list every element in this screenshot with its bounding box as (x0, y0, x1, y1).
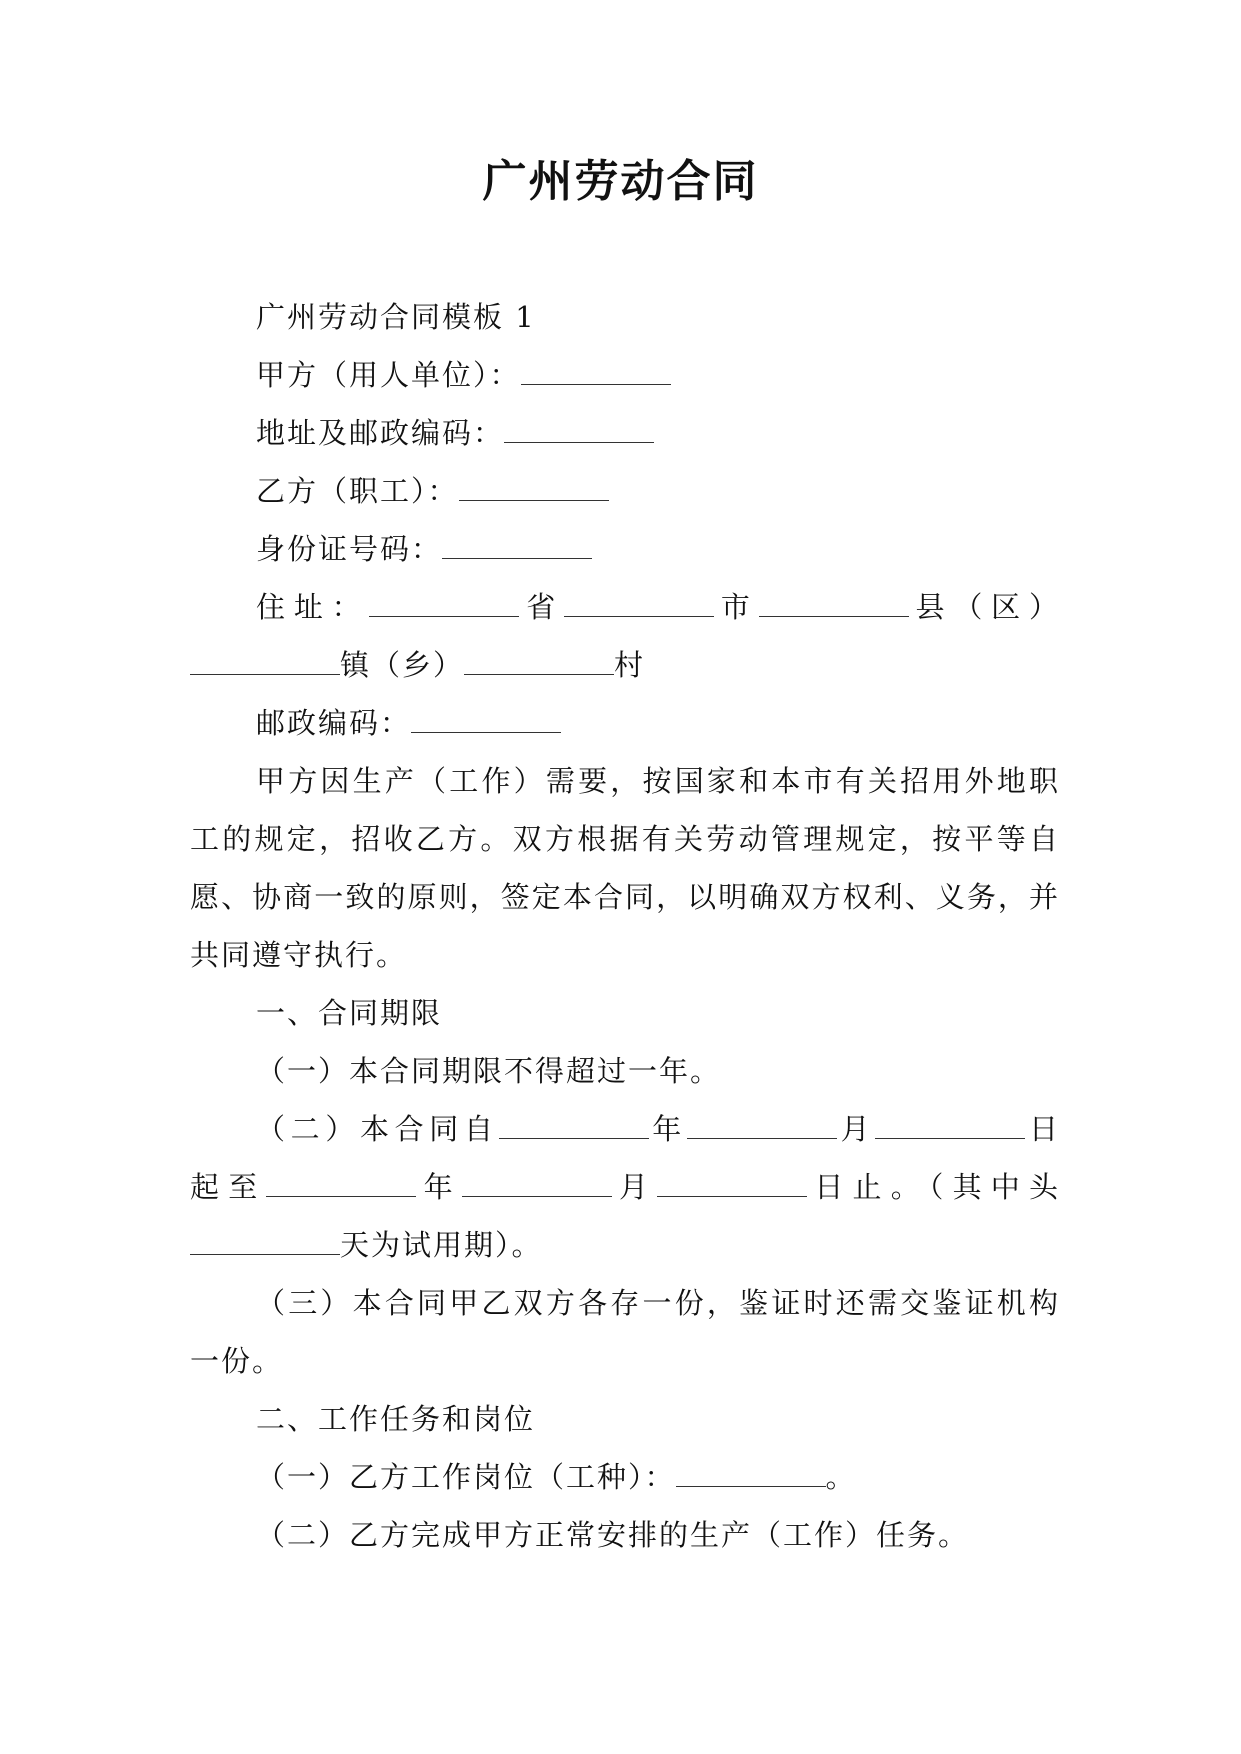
address-blank (504, 418, 654, 443)
document-subtitle: 广州劳动合同模板 1 (256, 300, 536, 334)
section2-item1-end: 。 (825, 1460, 857, 1494)
section1-item1: （一）本合同期限不得超过一年。 (256, 1054, 722, 1088)
address-line (190, 404, 1060, 462)
end-month-label: 月 (611, 1170, 658, 1204)
end-day-blank (657, 1172, 807, 1197)
province-blank (369, 592, 519, 617)
start-day-blank (875, 1114, 1025, 1139)
residence-label: 住址： (256, 590, 370, 624)
section2-item2: （二）乙方完成甲方正常安排的生产（工作）任务。 (256, 1518, 970, 1552)
section2-item1-label: （一）乙方工作岗位（工种）： (256, 1460, 676, 1494)
county-label: 县（区） (908, 590, 1060, 624)
start-year-label: 年 (648, 1112, 687, 1146)
job-position-blank (676, 1462, 826, 1487)
end-label: 日止。（其中头 (807, 1170, 1060, 1204)
section1-item2-line1 (190, 1100, 1060, 1158)
party-b-line (190, 462, 1060, 520)
section1-heading: 一、合同期限 (256, 996, 443, 1030)
section1-item2-line3 (190, 1216, 1060, 1274)
start-month-blank (687, 1114, 837, 1139)
document-body (190, 288, 1060, 1564)
residence-line (190, 578, 1060, 636)
section2-heading: 二、工作任务和岗位 (256, 1402, 536, 1436)
party-b-blank (459, 476, 609, 501)
id-number-blank (442, 534, 592, 559)
city-blank (564, 592, 714, 617)
county-blank (759, 592, 909, 617)
party-a-label: 甲方（用人单位）： (256, 358, 521, 392)
start-year-blank (499, 1114, 649, 1139)
city-label: 市 (714, 590, 759, 624)
town-label: 镇（乡） (340, 648, 465, 682)
party-a-blank (521, 360, 671, 385)
intro-paragraph: 甲方因生产（工作）需要，按国家和本市有关招用外地职工的规定，招收乙方。双方根据有关劳动管理规定，按平等自愿、协商一致的原则，签定本合同，以明确双方权利、义务，并共同遵守执行。 (190, 764, 1060, 972)
start-month-label: 月 (836, 1112, 876, 1146)
end-year-blank (266, 1172, 416, 1197)
party-b-label: 乙方（职工）： (256, 474, 459, 508)
postal-code-blank (411, 708, 561, 733)
address-label: 地址及邮政编码： (256, 416, 505, 450)
item2-to: 起至 (190, 1170, 267, 1204)
postal-code-line (190, 694, 1060, 752)
residence-line-2 (190, 636, 1060, 694)
id-number-label: 身份证号码： (256, 532, 443, 566)
item2-prefix: （二）本合同自 (256, 1112, 499, 1146)
village-blank (464, 650, 614, 675)
party-a-line (190, 346, 1060, 404)
end-month-blank (462, 1172, 612, 1197)
section1-item2-line2 (190, 1158, 1060, 1216)
province-label: 省 (519, 590, 565, 624)
trial-days-blank (190, 1230, 340, 1255)
postal-code-label: 邮政编码： (256, 706, 412, 740)
end-year-label: 年 (416, 1170, 462, 1204)
document-title: 广州劳动合同 (482, 156, 759, 207)
section2-item1 (190, 1448, 1060, 1506)
village-label: 村 (614, 648, 646, 682)
trial-label: 天为试用期）。 (340, 1228, 543, 1262)
section1-item3: （三）本合同甲乙双方各存一份，鉴证时还需交鉴证机构一份。 (190, 1286, 1060, 1378)
id-number-line (190, 520, 1060, 578)
town-blank (190, 650, 340, 675)
start-day-label: 日 (1025, 1112, 1060, 1146)
